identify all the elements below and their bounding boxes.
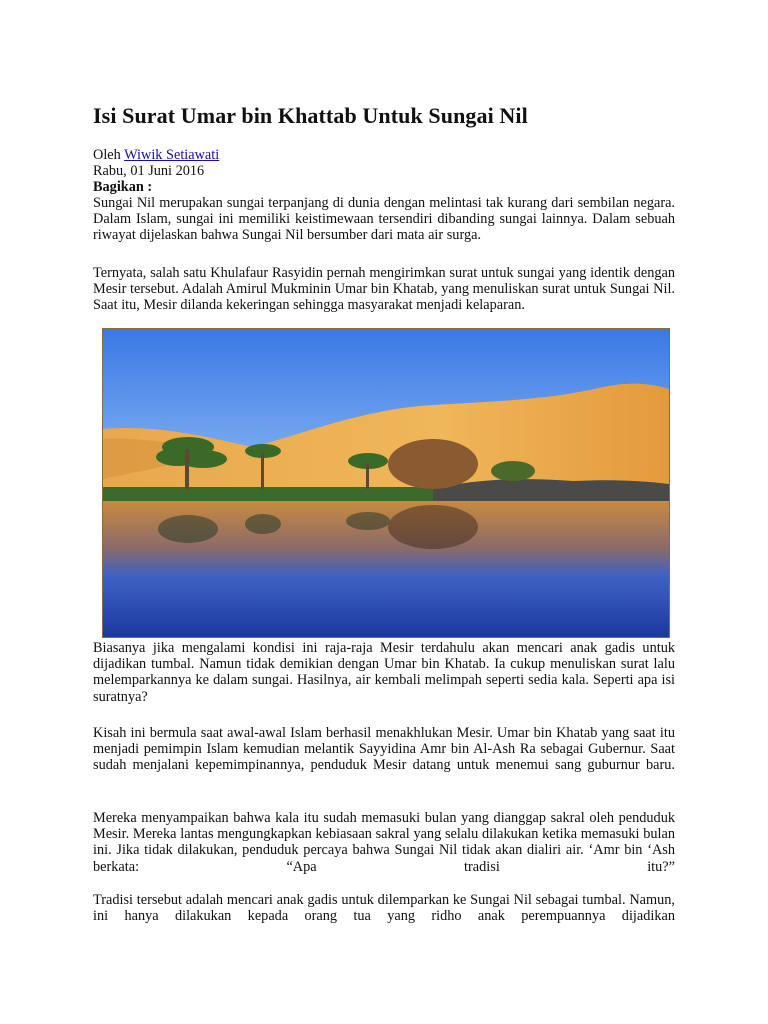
author-link[interactable]: Wiwik Setiawati (124, 147, 220, 163)
landscape-illustration (103, 329, 669, 637)
share-label: Bagikan : (93, 179, 153, 196)
byline (93, 147, 219, 163)
article-title: Isi Surat Umar bin Khattab Untuk Sungai Nil (93, 103, 528, 128)
paragraph-3: Biasanya jika mengalami kondisi ini raja-raja Mesir terdahulu akan mencari anak gadis untuk dijadikan tumbal. Namun tidak demikian dengan Umar bin Khatab. Ia cukup menuliskan surat lalu melemparkannya ke dalam sungai. Hasilnya, air kembali melimpah seperti sedia kala. Seperti apa isi suratnya? (93, 640, 675, 705)
paragraph-5: Mereka menyampaikan bahwa kala itu sudah memasuki bulan yang dianggap sakral oleh penduduk Mesir. Mereka lantas mengungkapkan kebiasaan sakral yang selalu dilakukan ketika memasuki bulan ini. Jika tidak dilakukan, penduduk percaya bahwa Sungai Nil tidak akan dialiri air. ‘Amr bin ‘Ash berkata: “Apa tradisi itu?” (93, 810, 675, 875)
article-meta (93, 147, 219, 196)
paragraph-1: Sungai Nil merupakan sungai terpanjang di dunia dengan melintasi tak kurang dari sembilan negara. Dalam Islam, sungai ini memiliki keistimewaan tersendiri dibanding sungai lainnya. Dalam sebuah riwayat dijelaskan bahwa Sungai Nil bersumber dari mata air surga. (93, 195, 675, 244)
publish-date: Rabu, 01 Juni 2016 (93, 163, 205, 180)
paragraph-6: Tradisi tersebut adalah mencari anak gadis untuk dilemparkan ke Sungai Nil sebagai tumbal. Namun, ini hanya dilakukan kepada orang tua yang ridho anak perempuannya dijadikan (93, 892, 675, 925)
byline-prefix: Oleh (93, 147, 125, 163)
nile-oasis-photo (102, 328, 670, 638)
paragraph-4: Kisah ini bermula saat awal-awal Islam berhasil menakhlukan Mesir. Umar bin Khatab yang saat itu menjadi pemimpin Islam kemudian melantik Sayyidina Amr bin Al-Ash Ra sebagai Gubernur. Saat sudah menjalani kepemimpinannya, penduduk Mesir datang untuk menemui sang guburnur baru. (93, 725, 675, 774)
paragraph-2: Ternyata, salah satu Khulafaur Rasyidin pernah mengirimkan surat untuk sungai yang identik dengan Mesir tersebut. Adalah Amirul Mukminin Umar bin Khatab, yang menuliskan surat untuk Sungai Nil. Saat itu, Mesir dilanda kekeringan sehingga masyarakat menjadi kelaparan. (93, 265, 675, 314)
